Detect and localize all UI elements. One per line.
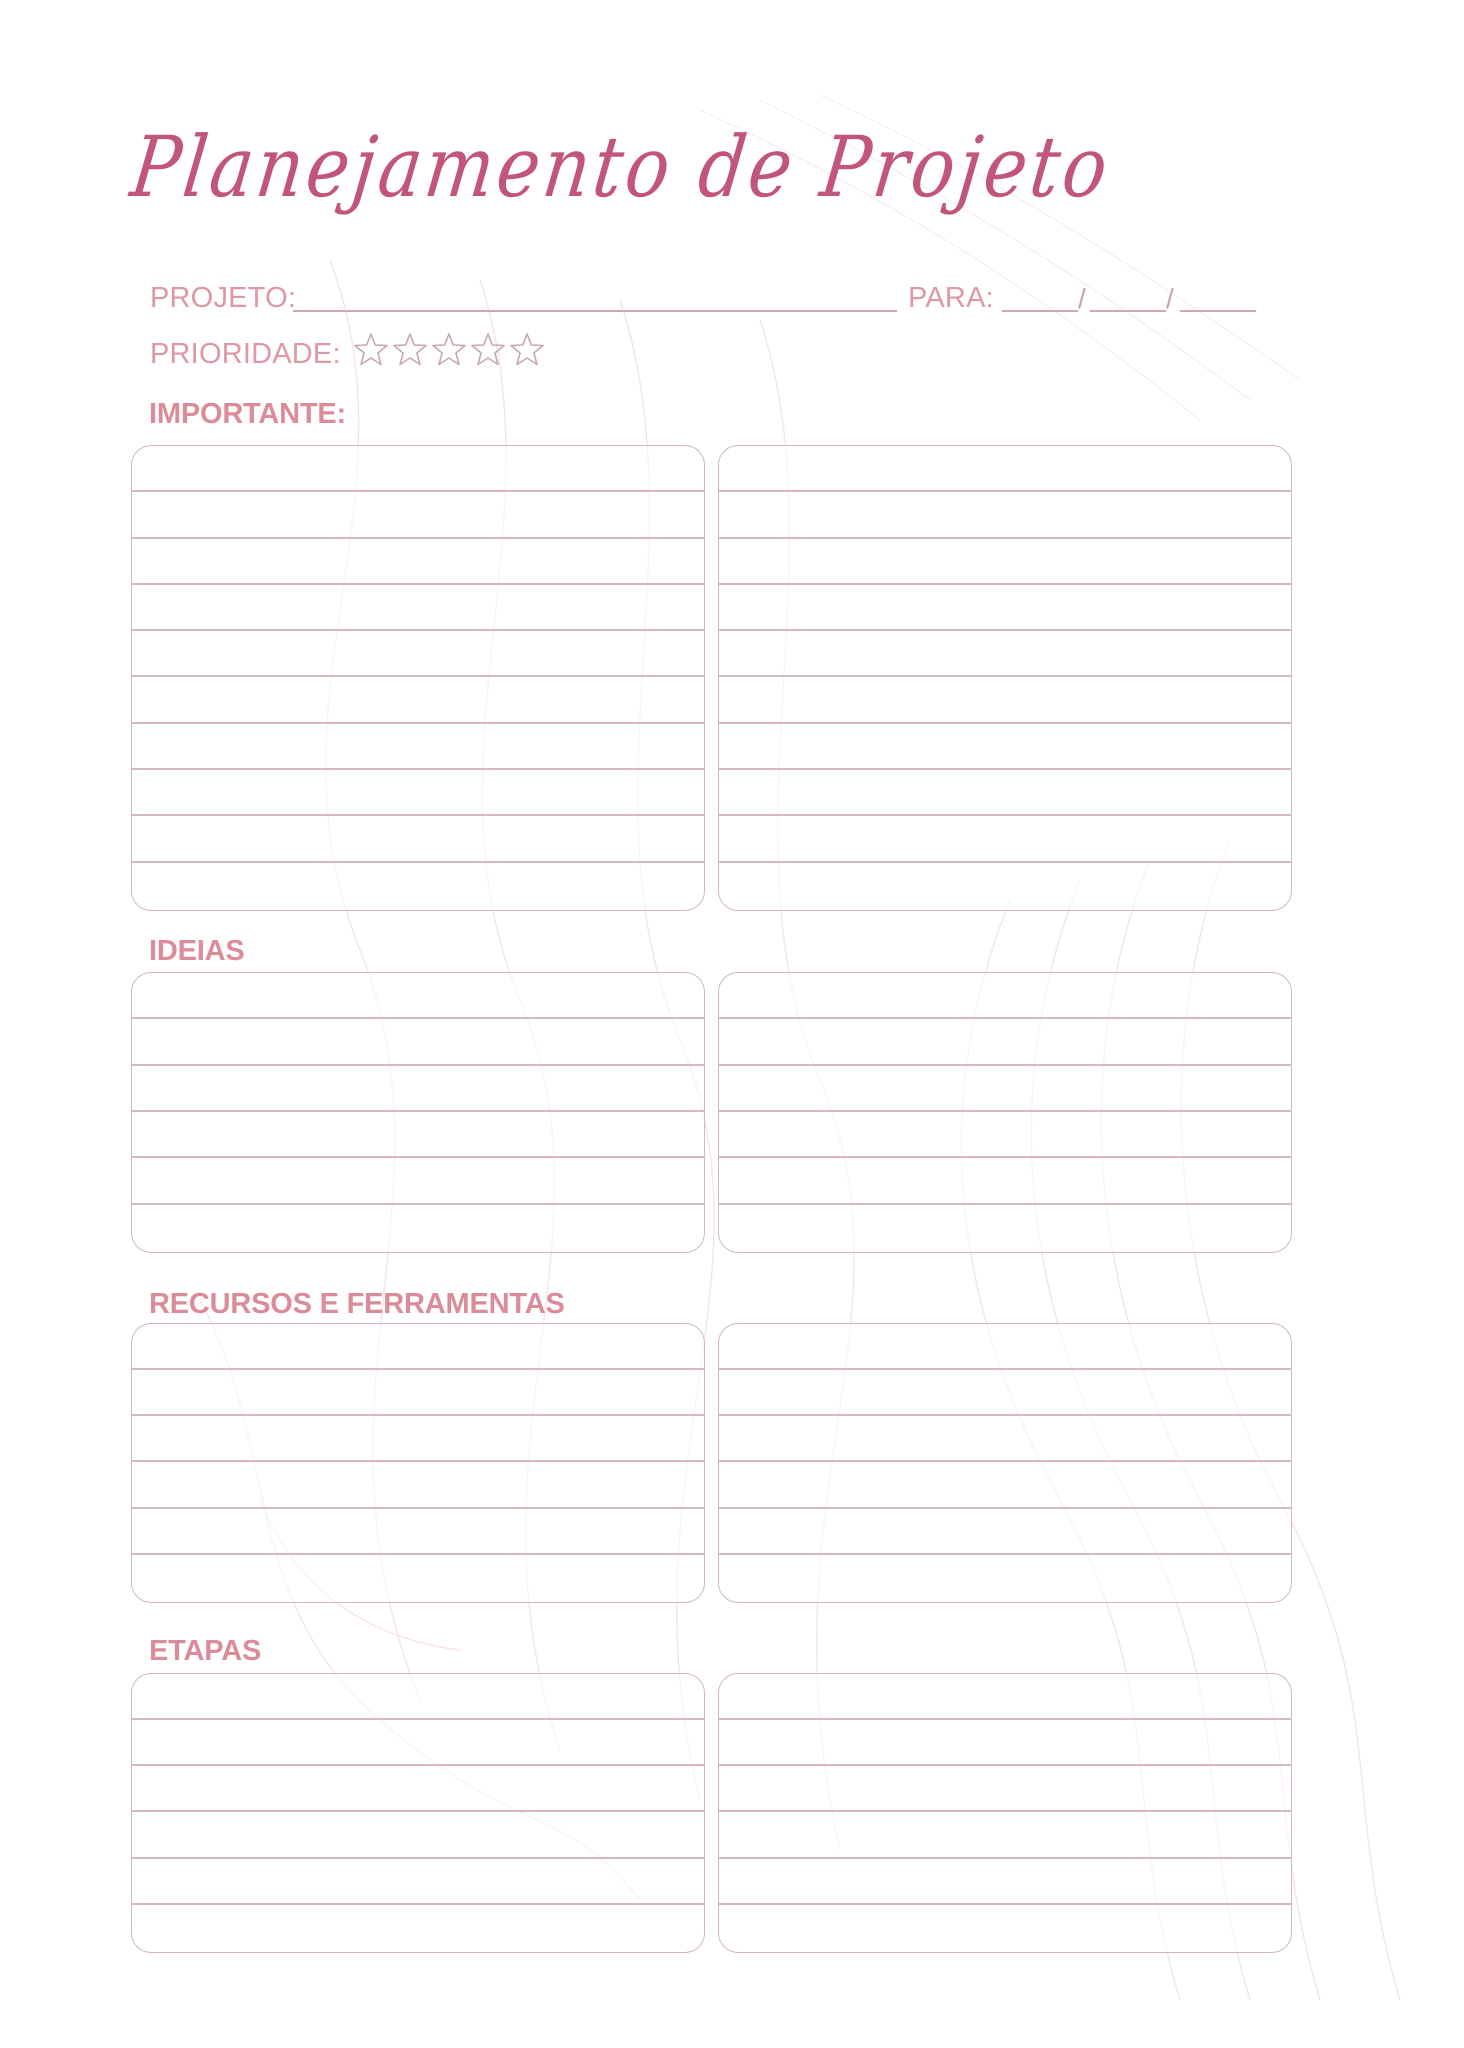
writing-line[interactable]: [132, 1019, 704, 1065]
writing-line[interactable]: [719, 1324, 1291, 1370]
writing-line[interactable]: [132, 1158, 704, 1204]
writing-line[interactable]: [719, 1462, 1291, 1508]
for-label: PARA:: [908, 282, 994, 314]
writing-line[interactable]: [132, 973, 704, 1019]
date-year-line[interactable]: [1180, 310, 1256, 312]
writing-line[interactable]: [719, 1205, 1291, 1251]
project-label: PROJETO:: [150, 282, 297, 314]
importante-box-left[interactable]: [131, 445, 705, 911]
writing-line[interactable]: [719, 973, 1291, 1019]
writing-line[interactable]: [132, 446, 704, 492]
recursos-box-right[interactable]: [718, 1323, 1292, 1603]
section-label-recursos: RECURSOS E FERRAMENTAS: [149, 1288, 565, 1320]
writing-line[interactable]: [719, 1509, 1291, 1555]
writing-line[interactable]: [719, 631, 1291, 677]
writing-line[interactable]: [719, 1720, 1291, 1766]
priority-label: PRIORIDADE:: [150, 338, 341, 370]
importante-box-right[interactable]: [718, 445, 1292, 911]
section-label-etapas: ETAPAS: [149, 1635, 262, 1667]
date-separator: /: [1166, 283, 1174, 314]
writing-line[interactable]: [132, 863, 704, 909]
writing-line[interactable]: [132, 1112, 704, 1158]
recursos-box-left[interactable]: [131, 1323, 705, 1603]
writing-line[interactable]: [132, 1509, 704, 1555]
writing-line[interactable]: [132, 1720, 704, 1766]
writing-line[interactable]: [719, 1674, 1291, 1720]
writing-line[interactable]: [132, 1555, 704, 1601]
writing-line[interactable]: [719, 1859, 1291, 1905]
writing-line[interactable]: [132, 1066, 704, 1112]
etapas-box-left[interactable]: [131, 1673, 705, 1953]
writing-line[interactable]: [132, 631, 704, 677]
writing-line[interactable]: [719, 492, 1291, 538]
writing-line[interactable]: [719, 539, 1291, 585]
writing-line[interactable]: [719, 446, 1291, 492]
star-outline-icon[interactable]: [470, 332, 506, 368]
writing-line[interactable]: [719, 1555, 1291, 1601]
writing-line[interactable]: [719, 1158, 1291, 1204]
writing-line[interactable]: [132, 492, 704, 538]
writing-line[interactable]: [132, 816, 704, 862]
writing-line[interactable]: [132, 1462, 704, 1508]
project-input-line[interactable]: [293, 310, 897, 312]
writing-line[interactable]: [719, 863, 1291, 909]
writing-line[interactable]: [719, 1766, 1291, 1812]
writing-line[interactable]: [132, 1674, 704, 1720]
section-label-ideias: IDEIAS: [149, 935, 245, 967]
writing-line[interactable]: [132, 770, 704, 816]
section-label-importante: IMPORTANTE:: [149, 398, 347, 430]
star-outline-icon[interactable]: [431, 332, 467, 368]
writing-line[interactable]: [719, 816, 1291, 862]
writing-line[interactable]: [719, 1370, 1291, 1416]
writing-line[interactable]: [132, 677, 704, 723]
writing-line[interactable]: [132, 1812, 704, 1858]
star-outline-icon[interactable]: [353, 332, 389, 368]
writing-line[interactable]: [132, 1416, 704, 1462]
writing-line[interactable]: [719, 1812, 1291, 1858]
date-month-line[interactable]: [1090, 310, 1166, 312]
writing-line[interactable]: [719, 1019, 1291, 1065]
writing-line[interactable]: [719, 770, 1291, 816]
ideias-box-right[interactable]: [718, 972, 1292, 1253]
writing-line[interactable]: [719, 677, 1291, 723]
date-separator: /: [1078, 283, 1086, 314]
writing-line[interactable]: [132, 539, 704, 585]
writing-line[interactable]: [132, 1324, 704, 1370]
writing-line[interactable]: [132, 585, 704, 631]
etapas-box-right[interactable]: [718, 1673, 1292, 1953]
writing-line[interactable]: [132, 1905, 704, 1951]
writing-line[interactable]: [719, 1112, 1291, 1158]
writing-line[interactable]: [719, 1416, 1291, 1462]
star-outline-icon[interactable]: [392, 332, 428, 368]
ideias-box-left[interactable]: [131, 972, 705, 1253]
writing-line[interactable]: [719, 1905, 1291, 1951]
writing-line[interactable]: [132, 1766, 704, 1812]
writing-line[interactable]: [132, 1370, 704, 1416]
star-outline-icon[interactable]: [509, 332, 545, 368]
writing-line[interactable]: [132, 724, 704, 770]
priority-rating[interactable]: [353, 332, 545, 368]
writing-line[interactable]: [719, 1066, 1291, 1112]
writing-line[interactable]: [132, 1859, 704, 1905]
writing-line[interactable]: [719, 585, 1291, 631]
page-title: Planejamento de Projeto: [126, 118, 1117, 216]
writing-line[interactable]: [719, 724, 1291, 770]
writing-line[interactable]: [132, 1205, 704, 1251]
date-day-line[interactable]: [1002, 310, 1078, 312]
